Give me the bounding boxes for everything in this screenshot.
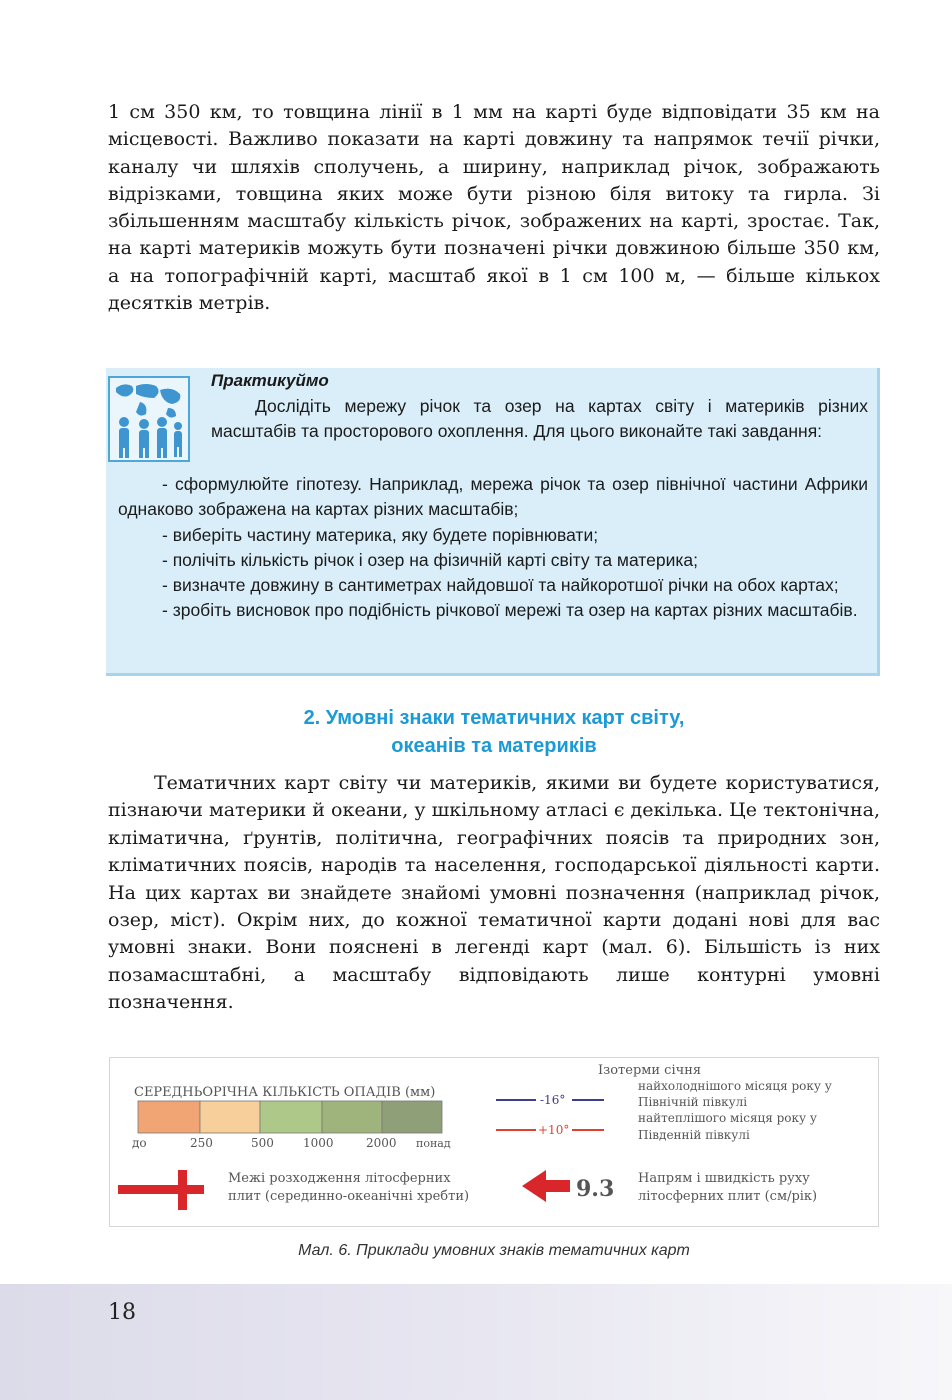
ridge-text-2: плит (серединно-океанічні хребти)	[228, 1189, 470, 1204]
isotherm-warm-text-2: Південній півкулі	[638, 1128, 750, 1142]
people-world-map-icon	[108, 376, 190, 462]
ridge-symbol-icon	[118, 1170, 204, 1210]
isotherm-title: Ізотерми січня	[598, 1063, 702, 1078]
footer-band	[0, 1284, 952, 1400]
figure-caption: Мал. 6. Приклади умовних знаків тематичних карт	[298, 1242, 690, 1259]
practice-task: - полічіть кількість річок і озер на фізичній карті світу та материка;	[162, 549, 698, 570]
legend-figure	[109, 1057, 879, 1227]
practice-task: - визначте довжину в сантиметрах найдовшої та найкоротшої річки на обох картах;	[162, 575, 839, 596]
practice-task: - виберіть частину материка, яку будете порівнювати;	[162, 524, 599, 545]
paragraph-2: Тематичних карт світу чи материків, якими ви будете користуватися, пізнаючи материки й океани, у шкільному атласі є декілька. Це тектонічна, кліматична, ґрунтів, політична, географічних поясів та природних зон, кліматичних поясів, народів та населення, господарської діяльності карти. На цих картах ви знайдете знайомі умовні позначення (наприклад річок, озер, міст). Окрім них, до кожної тематичної карти додані нові для вас умовні знаки. Вони пояснені в легенді карт (мал. 6). Більшість із них позамасштабні, а масштабу відповідають лише контурні умовні позначення.	[108, 772, 880, 1014]
precip-swatch	[260, 1101, 322, 1133]
practice-title: Практикуймо	[211, 371, 329, 390]
legend-graphic	[110, 1058, 878, 1226]
precip-swatch	[138, 1101, 200, 1133]
precip-title: СЕРЕДНЬОРІЧНА КІЛЬКІСТЬ ОПАДІВ (мм)	[134, 1085, 436, 1100]
precip-swatch	[322, 1101, 382, 1133]
paragraph-1: 1 см 350 км, то товщина лінії в 1 мм на карті буде відповідати 35 км на місцевості. Важливо показати на карті довжину та напрямок течії річки, каналу чи шляхів сполучень, а ширину, наприклад річок, зображають відрізками, товщина яких може бути різною біля витоку та гирла. Зі збільшенням масштабу кількість річок, зображених на карті, зростає. Так, на карті материків можуть бути позначені річки довжиною більше 350 км, а на топографічній карті, масштаб якої в 1 см 100 м, — більше кількох десятків метрів.	[108, 101, 880, 315]
isotherm-cold-text-1: найхолоднішого місяця року у	[638, 1079, 832, 1093]
plate-motion-arrow-icon	[522, 1170, 570, 1202]
practice-task: - сформулюйте гіпотезу. Наприклад, мережа річок та озер північної частини Африки однаково зображена на картах різних масштабів;	[118, 474, 868, 520]
page-number: 18	[108, 1300, 136, 1325]
precip-tick: понад	[416, 1137, 451, 1150]
precip-tick: 500	[251, 1136, 274, 1150]
precip-color-scale	[138, 1101, 442, 1133]
precip-tick: 2000	[366, 1136, 397, 1150]
plate-text-1: Напрям і швидкість руху	[638, 1171, 810, 1186]
warm-isotherm-value: +10°	[538, 1123, 570, 1137]
plate-speed-value: 9.3	[576, 1176, 615, 1202]
ridge-text-1: Межі розходження літосферних	[228, 1171, 451, 1186]
plate-text-2: літосферних плит (см/рік)	[638, 1189, 818, 1204]
cold-isotherm-value: -16°	[540, 1093, 566, 1107]
practice-intro: Дослідіть мережу річок та озер на картах світу і материків різних масштабів та просторового охоплення. Для цього виконайте такі завдання:	[211, 396, 868, 441]
isotherm-cold-text-2: Північній півкулі	[638, 1095, 748, 1109]
precip-tick: 1000	[303, 1136, 334, 1150]
section-heading-line-1: 2. Умовні знаки тематичних карт світу,	[303, 707, 685, 729]
section-heading	[108, 704, 880, 760]
precip-tick: 250	[190, 1136, 213, 1150]
precip-swatch	[382, 1101, 442, 1133]
practice-box	[106, 368, 880, 676]
section-heading-line-2: океанів та материків	[391, 735, 597, 757]
precip-swatch	[200, 1101, 260, 1133]
isotherm-warm-text-1: найтеплішого місяця року у	[638, 1111, 817, 1125]
practice-task-list	[118, 472, 868, 624]
practice-task: - зробіть висновок про подібність річкової мережі та озер на картах різних масштабів.	[162, 600, 858, 621]
precip-tick: до	[132, 1136, 147, 1150]
